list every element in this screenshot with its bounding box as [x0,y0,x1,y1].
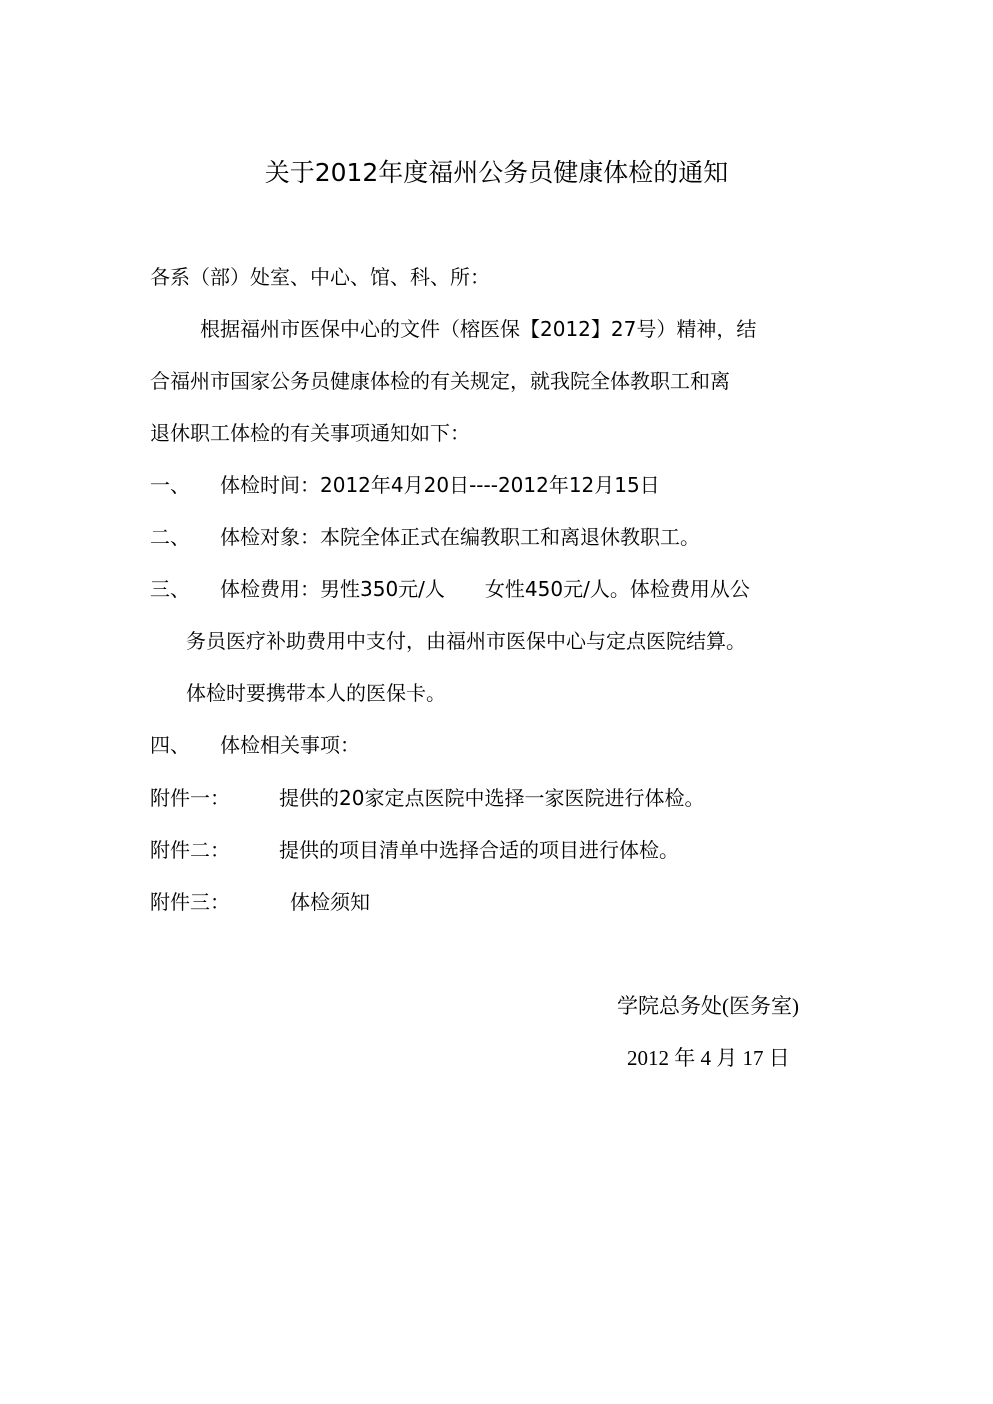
item-text-related: 体检相关事项： [220,733,360,757]
body-line-2: 合福州市国家公务员健康体检的有关规定，就我院全体教职工和离 [150,369,730,393]
attachment-label: 附件二： [150,838,230,862]
signature-org: 学院总务处(医务室) [617,994,799,1018]
item-number: 一、 [150,473,190,497]
item-text-fee-note: 体检时要携带本人的医保卡。 [186,681,446,705]
signature-date: 2012 年 4 月 17 日 [627,1046,790,1070]
attachment-label: 附件一： [150,786,230,810]
item-text-fee: 体检费用：男性350元/人 女性450元/人。体检费用从公 [220,577,750,601]
item-text-fee-continued: 务员医疗补助费用中支付，由福州市医保中心与定点医院结算。 [186,629,746,653]
item-text-time: 体检时间：2012年4月20日----2012年12月15日 [220,473,660,497]
item-number: 三、 [150,577,190,601]
page-title: 关于2012年度福州公务员健康体检的通知 [264,158,729,187]
salutation: 各系（部）处室、中心、馆、科、所： [150,265,490,289]
attachment-text: 提供的项目清单中选择合适的项目进行体检。 [279,838,679,862]
item-number: 四、 [150,733,190,757]
attachment-text: 体检须知 [290,890,370,914]
item-number: 二、 [150,525,190,549]
item-text-target: 体检对象：本院全体正式在编教职工和离退休教职工。 [220,525,700,549]
attachment-label: 附件三： [150,890,230,914]
body-line-3: 退休职工体检的有关事项通知如下： [150,421,470,445]
attachment-text: 提供的20家定点医院中选择一家医院进行体检。 [279,786,705,810]
body-line-1: 根据福州市医保中心的文件（榕医保【2012】27号）精神，结 [200,317,757,341]
